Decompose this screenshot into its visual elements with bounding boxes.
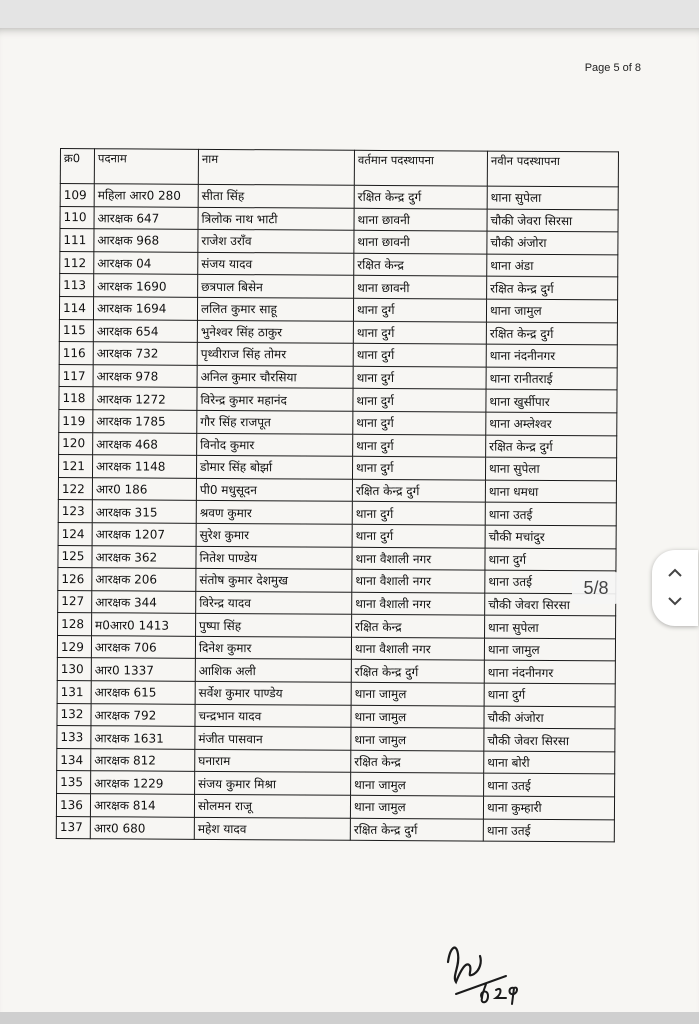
- cell-name: ललित कुमार साहू: [197, 297, 353, 321]
- cell-designation: आरक्षक 978: [93, 364, 197, 387]
- cell-name: विरेन्द्र कुमार महानंद: [197, 388, 353, 412]
- cell-name: पी0 मधुसूदन: [196, 478, 352, 502]
- cell-current-posting: थाना जामुल: [350, 795, 483, 818]
- cell-serial: 127: [58, 590, 92, 613]
- cell-name: भुनेश्वर सिंह ठाकुर: [197, 320, 353, 344]
- cell-name: त्रिलोक नाथ भाटी: [198, 207, 354, 231]
- cell-serial: 129: [57, 635, 91, 658]
- cell-designation: आरक्षक 1690: [94, 274, 198, 297]
- cell-designation: आरक्षक 362: [92, 545, 196, 568]
- table-row: [59, 296, 617, 322]
- table-row: [57, 658, 615, 684]
- cell-serial: 120: [59, 432, 93, 455]
- cell-designation: महिला आर0 280: [94, 184, 198, 207]
- table-row: [58, 522, 616, 548]
- cell-current-posting: थाना दुर्ग: [353, 411, 486, 434]
- viewer-top-bar: [0, 0, 699, 30]
- cell-name: मंजीत पासवान: [195, 727, 351, 751]
- cell-new-posting: चौकी अंजोरा: [487, 231, 618, 254]
- cell-designation: आरक्षक 1785: [93, 410, 197, 433]
- table-row: [59, 409, 617, 435]
- header-new-posting: नवीन पदस्थापना: [487, 151, 618, 187]
- cell-name: श्रवण कुमार: [196, 501, 352, 525]
- cell-serial: 121: [58, 455, 92, 478]
- table-row: [60, 229, 618, 255]
- table-row: [58, 568, 616, 594]
- table-row: [60, 206, 618, 232]
- table-row: [60, 274, 618, 300]
- header-designation: पदनाम: [94, 149, 198, 185]
- table-row: [59, 387, 617, 413]
- cell-name: संतोष कुमार देशमुख: [196, 568, 352, 592]
- cell-new-posting: थाना उतई: [483, 819, 614, 842]
- cell-new-posting: थाना कुम्हारी: [483, 796, 614, 819]
- cell-current-posting: रक्षित केन्द्र दुर्ग: [352, 479, 485, 502]
- table-row: [57, 703, 615, 729]
- cell-current-posting: थाना जामुल: [351, 773, 484, 796]
- cell-current-posting: रक्षित केन्द्र दुर्ग: [350, 818, 483, 841]
- cell-serial: 135: [57, 771, 91, 794]
- cell-new-posting: थाना जामुल: [484, 638, 615, 661]
- cell-name: सुरेश कुमार: [196, 523, 352, 547]
- cell-designation: आरक्षक 1631: [91, 726, 195, 749]
- cell-new-posting: थाना सुपेला: [485, 457, 616, 480]
- page-nav-control: [652, 550, 698, 626]
- cell-designation: आरक्षक 315: [92, 500, 196, 523]
- cell-serial: 111: [60, 229, 94, 252]
- table-row: [57, 748, 615, 774]
- cell-name: सर्वेश कुमार पाण्डेय: [195, 681, 351, 705]
- cell-new-posting: रक्षित केन्द्र दुर्ग: [486, 435, 617, 458]
- cell-current-posting: थाना दुर्ग: [353, 343, 486, 366]
- cell-designation: आरक्षक 654: [93, 319, 197, 342]
- cell-current-posting: रक्षित केन्द्र दुर्ग: [354, 185, 487, 208]
- cell-current-posting: थाना दुर्ग: [353, 298, 486, 321]
- cell-serial: 113: [60, 274, 94, 297]
- page-scroll-indicator: 5/8: [572, 572, 620, 604]
- table-row: [59, 432, 617, 458]
- cell-new-posting: थाना अंडा: [487, 254, 618, 277]
- cell-designation: आरक्षक 615: [91, 681, 195, 704]
- cell-name: विनोद कुमार: [197, 433, 353, 457]
- viewer-bottom-bar: [0, 1012, 699, 1024]
- cell-name: सीता सिंह: [198, 184, 354, 208]
- cell-new-posting: चौकी जेवरा सिरसा: [487, 209, 618, 232]
- cell-name: छत्रपाल बिसेन: [198, 275, 354, 299]
- cell-current-posting: रक्षित केन्द्र: [352, 615, 485, 638]
- cell-serial: 112: [60, 251, 94, 274]
- cell-new-posting: चौकी जेवरा सिरसा: [485, 593, 616, 616]
- cell-serial: 115: [59, 319, 93, 342]
- page-number-label: Page 5 of 8: [584, 62, 641, 74]
- cell-designation: आर0 680: [90, 816, 194, 839]
- table-body: [56, 184, 618, 843]
- cell-serial: 130: [57, 658, 91, 681]
- cell-serial: 124: [58, 522, 92, 545]
- cell-designation: आर0 186: [92, 477, 196, 500]
- table-row: [57, 771, 615, 797]
- cell-serial: 125: [58, 545, 92, 568]
- cell-designation: आरक्षक 344: [92, 590, 196, 613]
- cell-new-posting: थाना उतई: [484, 774, 615, 797]
- cell-serial: 137: [56, 816, 90, 839]
- cell-designation: आरक्षक 732: [93, 342, 197, 365]
- cell-name: विरेन्द्र यादव: [196, 591, 352, 615]
- cell-new-posting: थाना उतई: [485, 502, 616, 525]
- cell-name: आशिक अली: [195, 659, 351, 683]
- cell-serial: 126: [58, 568, 92, 591]
- table-row: [58, 545, 616, 571]
- table-row: [59, 319, 617, 345]
- cell-designation: आर0 1337: [91, 658, 195, 681]
- cell-new-posting: चौकी अंजोरा: [484, 706, 615, 729]
- table-row: [60, 251, 618, 277]
- cell-new-posting: थाना दुर्ग: [485, 548, 616, 571]
- cell-designation: आरक्षक 706: [91, 636, 195, 659]
- cell-serial: 128: [58, 613, 92, 636]
- cell-name: सोलमन राजू: [194, 794, 350, 818]
- table-row: [58, 613, 616, 639]
- cell-current-posting: थाना छावनी: [354, 230, 487, 253]
- cell-name: संजय कुमार मिश्रा: [195, 772, 351, 796]
- cell-new-posting: चौकी मचांदुर: [485, 525, 616, 548]
- cell-serial: 118: [59, 387, 93, 410]
- table-row: [56, 794, 614, 820]
- cell-current-posting: थाना छावनी: [354, 208, 487, 231]
- cell-new-posting: रक्षित केन्द्र दुर्ग: [486, 322, 617, 345]
- table-row: [59, 364, 617, 390]
- cell-serial: 109: [60, 184, 94, 207]
- cell-name: संजय यादव: [198, 252, 354, 276]
- cell-name: गौर सिंह राजपूत: [197, 410, 353, 434]
- cell-serial: 133: [57, 726, 91, 749]
- cell-name: पुष्पा सिंह: [196, 614, 352, 638]
- cell-name: डोमार सिंह बोर्झा: [196, 455, 352, 479]
- cell-serial: 131: [57, 681, 91, 704]
- cell-designation: आरक्षक 647: [94, 206, 198, 229]
- cell-designation: आरक्षक 468: [93, 432, 197, 455]
- cell-current-posting: थाना दुर्ग: [352, 524, 485, 547]
- table-header-row: [60, 149, 618, 187]
- cell-new-posting: थाना रानीतराई: [486, 367, 617, 390]
- cell-new-posting: थाना सुपेला: [487, 186, 618, 209]
- cell-name: चन्द्रभान यादव: [195, 704, 351, 728]
- cell-designation: आरक्षक 04: [94, 251, 198, 274]
- table-row: [57, 635, 615, 661]
- cell-new-posting: थाना बोरी: [484, 751, 615, 774]
- cell-current-posting: थाना दुर्ग: [353, 366, 486, 389]
- cell-current-posting: थाना वैशाली नगर: [352, 547, 485, 570]
- cell-serial: 136: [56, 794, 90, 817]
- cell-current-posting: रक्षित केन्द्र दुर्ग: [351, 660, 484, 683]
- cell-current-posting: थाना दुर्ग: [353, 389, 486, 412]
- table-row: [58, 500, 616, 526]
- cell-new-posting: थाना धमधा: [485, 480, 616, 503]
- table-row: [59, 342, 617, 368]
- cell-designation: आरक्षक 812: [91, 749, 195, 772]
- cell-serial: 117: [59, 364, 93, 387]
- cell-name: महेश यादव: [194, 817, 350, 841]
- cell-serial: 119: [59, 409, 93, 432]
- cell-new-posting: थाना दुर्ग: [484, 683, 615, 706]
- cell-serial: 116: [59, 342, 93, 365]
- cell-serial: 122: [58, 477, 92, 500]
- cell-new-posting: चौकी जेवरा सिरसा: [484, 728, 615, 751]
- table-row: [58, 477, 616, 503]
- table-row: [58, 590, 616, 616]
- header-serial: क्र0: [60, 149, 94, 184]
- cell-current-posting: रक्षित केन्द्र: [354, 253, 487, 276]
- table-row: [58, 455, 616, 481]
- cell-name: पृथ्वीराज सिंह तोमर: [197, 342, 353, 366]
- cell-name: नितेश पाण्डेय: [196, 546, 352, 570]
- cell-designation: आरक्षक 1229: [91, 771, 195, 794]
- cell-designation: म0आर0 1413: [92, 613, 196, 636]
- cell-designation: आरक्षक 1694: [93, 297, 197, 320]
- cell-designation: आरक्षक 1207: [92, 523, 196, 546]
- cell-designation: आरक्षक 792: [91, 703, 195, 726]
- cell-current-posting: थाना जामुल: [351, 705, 484, 728]
- cell-new-posting: थाना उतई: [485, 570, 616, 593]
- cell-current-posting: थाना छावनी: [354, 276, 487, 299]
- cell-current-posting: थाना दुर्ग: [353, 321, 486, 344]
- cell-current-posting: थाना दुर्ग: [352, 456, 485, 479]
- cell-name: राजेश उराँव: [198, 230, 354, 254]
- cell-serial: 114: [59, 296, 93, 319]
- cell-current-posting: थाना वैशाली नगर: [352, 592, 485, 615]
- cell-serial: 110: [60, 206, 94, 229]
- cell-designation: आरक्षक 1272: [93, 387, 197, 410]
- table-row: [60, 184, 618, 210]
- cell-new-posting: थाना अम्लेश्वर: [486, 412, 617, 435]
- cell-new-posting: थाना खुर्सीपार: [486, 389, 617, 412]
- cell-current-posting: थाना दुर्ग: [353, 434, 486, 457]
- cell-new-posting: रक्षित केन्द्र दुर्ग: [487, 276, 618, 299]
- cell-current-posting: थाना जामुल: [351, 728, 484, 751]
- header-name: नाम: [198, 149, 354, 185]
- cell-current-posting: थाना दुर्ग: [352, 502, 485, 525]
- cell-name: अनिल कुमार चौरसिया: [197, 365, 353, 389]
- header-current-posting: वर्तमान पदस्थापना: [354, 150, 487, 186]
- cell-serial: 132: [57, 703, 91, 726]
- transfer-table: [56, 148, 619, 843]
- cell-current-posting: रक्षित केन्द्र: [351, 750, 484, 773]
- cell-current-posting: थाना जामुल: [351, 682, 484, 705]
- chevron-down-icon[interactable]: [664, 590, 686, 612]
- cell-serial: 123: [58, 500, 92, 523]
- cell-current-posting: थाना वैशाली नगर: [351, 637, 484, 660]
- table-row: [57, 726, 615, 752]
- cell-new-posting: थाना नंदनीनगर: [484, 661, 615, 684]
- table-row: [56, 816, 614, 842]
- cell-new-posting: थाना जामुल: [486, 299, 617, 322]
- cell-serial: 134: [57, 748, 91, 771]
- chevron-up-icon[interactable]: [664, 562, 686, 584]
- cell-designation: आरक्षक 206: [92, 568, 196, 591]
- table-row: [57, 681, 615, 707]
- cell-designation: आरक्षक 814: [90, 794, 194, 817]
- cell-current-posting: थाना वैशाली नगर: [352, 569, 485, 592]
- cell-name: घनाराम: [195, 749, 351, 773]
- cell-new-posting: थाना नंदनीनगर: [486, 344, 617, 367]
- handwritten-signature: [436, 932, 546, 1012]
- cell-new-posting: थाना सुपेला: [485, 615, 616, 638]
- cell-designation: आरक्षक 968: [94, 229, 198, 252]
- cell-designation: आरक्षक 1148: [92, 455, 196, 478]
- cell-name: दिनेश कुमार: [195, 636, 351, 660]
